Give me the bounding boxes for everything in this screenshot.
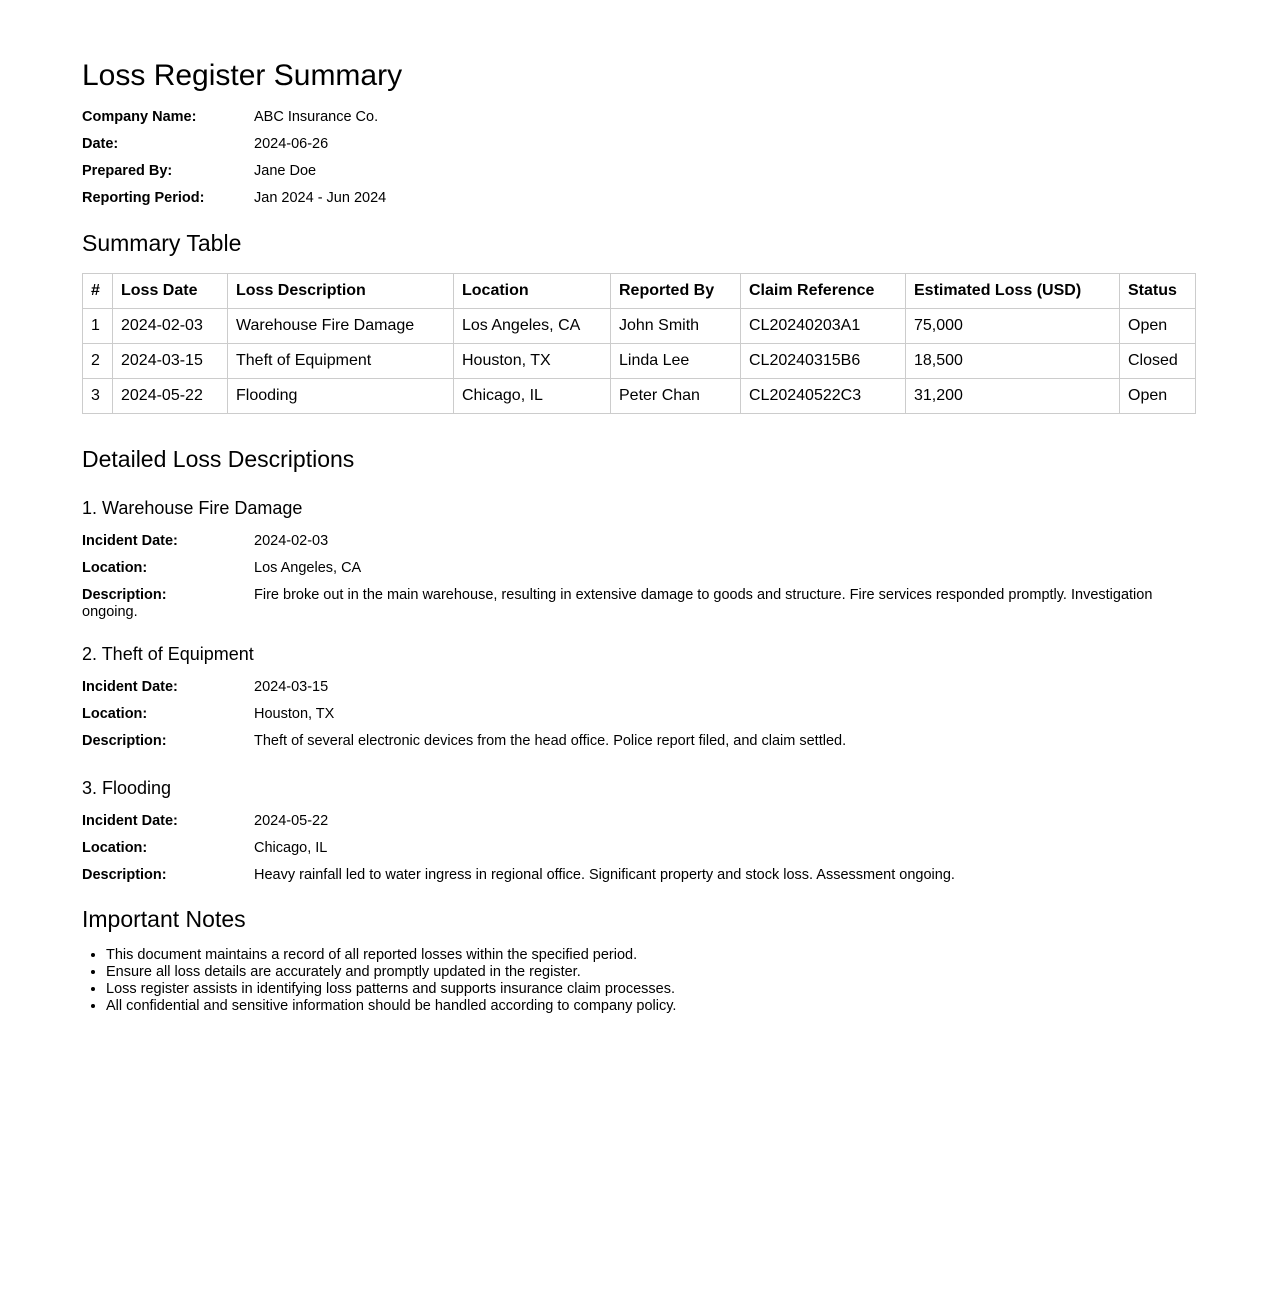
detail-label: Description:	[82, 587, 167, 603]
loss-detail-title: 1. Warehouse Fire Damage	[82, 498, 303, 518]
detail-label: Location:	[82, 840, 148, 856]
column-header: Claim Reference	[741, 274, 906, 309]
column-header: Location	[454, 274, 611, 309]
table-cell: CL20240203A1	[741, 309, 906, 344]
table-row	[83, 344, 1196, 379]
detail-label: Location:	[82, 706, 148, 722]
table-cell: Closed	[1120, 344, 1196, 379]
detail-value: Theft of several electronic devices from the head office. Police report filed, and claim settled.	[254, 733, 847, 749]
detail-row-location	[82, 835, 1196, 862]
table-cell: 31,200	[906, 379, 1120, 414]
list-item: • Ensure all loss details are accurately and promptly updated in the register.	[106, 964, 1196, 981]
table-cell: Peter Chan	[611, 379, 741, 414]
detail-value: Houston, TX	[254, 706, 335, 722]
meta-row-prepared-by	[82, 158, 1196, 185]
table-header-row	[83, 274, 1196, 309]
table-cell: CL20240522C3	[741, 379, 906, 414]
table-cell: 2024-02-03	[113, 309, 228, 344]
table-cell: Open	[1120, 309, 1196, 344]
detail-row-location	[82, 701, 1196, 728]
table-cell: 2	[83, 344, 113, 379]
column-header: Reported By	[611, 274, 741, 309]
column-header: Loss Date	[113, 274, 228, 309]
table-cell: 75,000	[906, 309, 1120, 344]
notes-list	[82, 947, 1196, 1015]
meta-value: ABC Insurance Co.	[254, 109, 379, 125]
detailed-descriptions-heading: Detailed Loss Descriptions	[82, 446, 355, 472]
table-cell: Open	[1120, 379, 1196, 414]
table-cell: 1	[83, 309, 113, 344]
table-row	[83, 379, 1196, 414]
table-cell: Chicago, IL	[454, 379, 611, 414]
meta-label: Reporting Period:	[82, 190, 205, 206]
detail-value: Chicago, IL	[254, 840, 328, 856]
list-item: • This document maintains a record of all reported losses within the specified period.	[106, 947, 1196, 964]
meta-label: Company Name:	[82, 109, 197, 125]
table-cell: 18,500	[906, 344, 1120, 379]
detail-label: Description:	[82, 867, 167, 883]
important-notes-heading: Important Notes	[82, 906, 246, 932]
table-cell: 3	[83, 379, 113, 414]
table-cell: 2024-03-15	[113, 344, 228, 379]
detail-row-location	[82, 555, 1196, 582]
detail-value: Fire broke out in the main warehouse, resulting in extensive damage to goods and structure. Fire services responded promptly. Investigation ongoing.	[82, 587, 1153, 620]
meta-value: 2024-06-26	[254, 136, 329, 152]
detail-row-incident-date	[82, 674, 1196, 701]
column-header: #	[83, 274, 113, 309]
list-item: • Loss register assists in identifying loss patterns and supports insurance claim processes.	[106, 981, 1196, 998]
table-cell: Houston, TX	[454, 344, 611, 379]
meta-value: Jan 2024 - Jun 2024	[254, 190, 387, 206]
meta-row-company	[82, 104, 1196, 131]
table-cell: CL20240315B6	[741, 344, 906, 379]
table-cell: Linda Lee	[611, 344, 741, 379]
table-cell: Los Angeles, CA	[454, 309, 611, 344]
column-header: Loss Description	[228, 274, 454, 309]
detail-value: 2024-03-15	[254, 679, 329, 695]
detail-label: Incident Date:	[82, 533, 178, 549]
detail-row-incident-date	[82, 808, 1196, 835]
page-title: Loss Register Summary	[82, 59, 403, 92]
loss-detail-title: 2. Theft of Equipment	[82, 644, 254, 664]
detail-row-incident-date	[82, 528, 1196, 555]
table-cell: John Smith	[611, 309, 741, 344]
detail-row-description	[82, 728, 1196, 755]
meta-row-date	[82, 131, 1196, 158]
detail-value: Los Angeles, CA	[254, 560, 362, 576]
detail-row-description	[82, 862, 1196, 889]
meta-value: Jane Doe	[254, 163, 317, 179]
detail-value: 2024-02-03	[254, 533, 329, 549]
summary-table	[82, 273, 1196, 414]
summary-table-heading: Summary Table	[82, 230, 242, 256]
loss-detail-1	[82, 497, 1196, 621]
document-meta	[82, 104, 1196, 212]
table-cell: Flooding	[228, 379, 454, 414]
meta-label: Date:	[82, 136, 119, 152]
table-cell: Warehouse Fire Damage	[228, 309, 454, 344]
loss-detail-2	[82, 643, 1196, 755]
detail-label: Incident Date:	[82, 813, 178, 829]
table-cell: Theft of Equipment	[228, 344, 454, 379]
detail-label: Incident Date:	[82, 679, 178, 695]
detail-value: Heavy rainfall led to water ingress in regional office. Significant property and stock loss. Assessment ongoing.	[254, 867, 955, 883]
meta-row-reporting-period	[82, 185, 1196, 212]
table-cell: 2024-05-22	[113, 379, 228, 414]
detail-label: Location:	[82, 560, 148, 576]
detail-row-description	[82, 582, 1196, 621]
meta-label: Prepared By:	[82, 163, 173, 179]
list-item: • All confidential and sensitive information should be handled according to company policy.	[106, 998, 1196, 1015]
detail-value: 2024-05-22	[254, 813, 329, 829]
loss-detail-title: 3. Flooding	[82, 778, 172, 798]
table-row	[83, 309, 1196, 344]
detail-label: Description:	[82, 733, 167, 749]
column-header: Status	[1120, 274, 1196, 309]
loss-detail-3	[82, 777, 1196, 889]
column-header: Estimated Loss (USD)	[906, 274, 1120, 309]
